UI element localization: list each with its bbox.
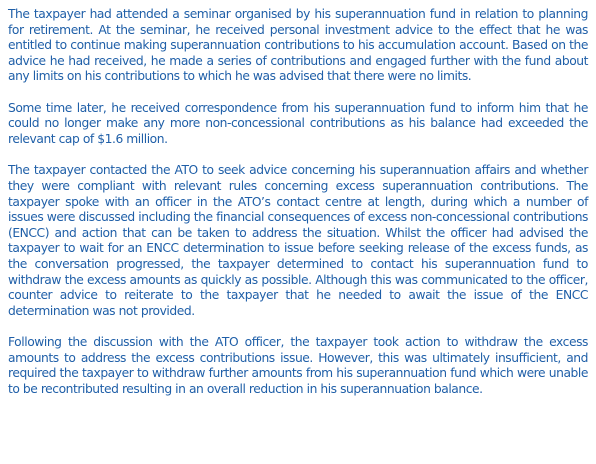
paragraph-seminar-advice: The taxpayer had attended a seminar organised by his superannuation fund in relation to planning for retirement. At the seminar, he received personal investment advice to the effect that he was entitled to continue making superannuation contributions to his accumulation account. Based on the advice he had received, he made a series of contributions and engaged further with the fund about any limits on his contributions to which he was advised that there were no limits.	[8, 7, 588, 84]
paragraph-cap-exceeded: Some time later, he received correspondence from his superannuation fund to inform him that he could no longer make any more non-concessional contributions as his balance had exceeded the relevant cap of $1.6 million.	[8, 100, 588, 146]
paragraph-withdrawal-outcome: Following the discussion with the ATO officer, the taxpayer took action to withdraw the excess amounts to address the excess contributions issue. However, this was ultimately insufficient, and required the taxpayer to withdraw further amounts from his superannuation fund which were unable to be recontributed resulting in an overall reduction in his superannuation balance.	[8, 335, 588, 396]
paragraph-ato-contact: The taxpayer contacted the ATO to seek advice concerning his superannuation affairs and whether they were compliant with relevant rules concerning excess superannuation contributions. The taxpayer spoke with an officer in the ATO’s contact centre at length, during which a number of issues were discussed including the financial consequences of excess non-concessional contributions (ENCC) and action that can be taken to address the situation. Whilst the officer had advised the taxpayer to wait for an ENCC determination to issue before seeking release of the excess funds, as the conversation progressed, the taxpayer determined to contact his superannuation fund to withdraw the excess amounts as quickly as possible. Although this was communicated to the officer, counter advice to reiterate to the taxpayer that he needed to await the issue of the ENCC determination was not provided.	[8, 163, 588, 318]
